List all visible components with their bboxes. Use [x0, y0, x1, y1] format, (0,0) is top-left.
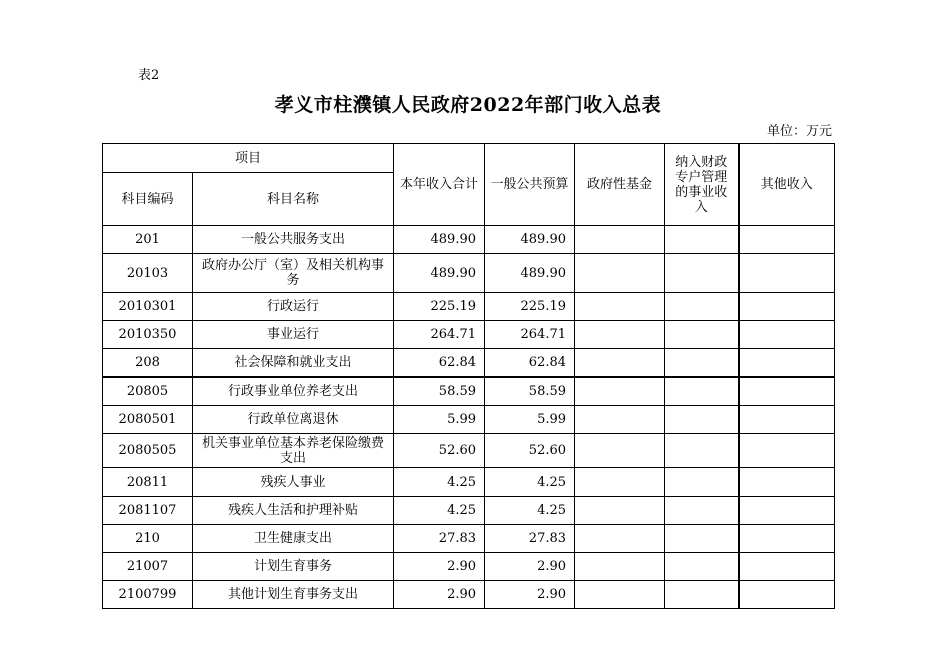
cell-special-fiscal: [665, 553, 739, 581]
table-row: [103, 349, 835, 377]
table-row: [103, 254, 835, 293]
cell-special-fiscal: [665, 497, 739, 525]
cell-name: 社会保障和就业支出: [193, 349, 394, 377]
cell-code: 2010301: [103, 293, 193, 321]
cell-gov-fund: [575, 349, 665, 377]
cell-other: [739, 293, 835, 321]
cell-other: [739, 377, 835, 406]
cell-gov-fund: [575, 497, 665, 525]
cell-gov-fund: [575, 468, 665, 497]
cell-gov-fund: [575, 553, 665, 581]
cell-total: 52.60: [394, 434, 485, 468]
cell-name: 事业运行: [193, 321, 394, 349]
cell-total: 489.90: [394, 226, 485, 254]
cell-code: 20103: [103, 254, 193, 293]
header-total: 本年收入合计: [394, 144, 485, 226]
cell-code: 2081107: [103, 497, 193, 525]
table-row: [103, 293, 835, 321]
table-row: [103, 525, 835, 553]
cell-general-budget: 4.25: [485, 497, 575, 525]
cell-name: 行政事业单位养老支出: [193, 377, 394, 406]
cell-code: 2080501: [103, 406, 193, 434]
cell-total: 5.99: [394, 406, 485, 434]
document-title: 孝义市柱濮镇人民政府2022年部门收入总表: [274, 94, 662, 116]
cell-special-fiscal: [665, 254, 739, 293]
cell-gov-fund: [575, 377, 665, 406]
table-row: [103, 497, 835, 525]
cell-gov-fund: [575, 226, 665, 254]
cell-gov-fund: [575, 293, 665, 321]
table-row: [103, 406, 835, 434]
cell-other: [739, 349, 835, 377]
cell-total: 4.25: [394, 497, 485, 525]
cell-special-fiscal: [665, 349, 739, 377]
cell-general-budget: 2.90: [485, 553, 575, 581]
cell-other: [739, 581, 835, 609]
cell-code: 2080505: [103, 434, 193, 468]
header-project: 项目: [103, 144, 394, 173]
cell-total: 489.90: [394, 254, 485, 293]
cell-other: [739, 525, 835, 553]
cell-other: [739, 468, 835, 497]
cell-other: [739, 434, 835, 468]
cell-special-fiscal: [665, 581, 739, 609]
cell-general-budget: 2.90: [485, 581, 575, 609]
header-name: 科目名称: [193, 173, 394, 226]
cell-name: 行政单位离退休: [193, 406, 394, 434]
table-row: [103, 468, 835, 497]
table-row: [103, 581, 835, 609]
cell-special-fiscal: [665, 377, 739, 406]
cell-total: 4.25: [394, 468, 485, 497]
cell-general-budget: 264.71: [485, 321, 575, 349]
cell-gov-fund: [575, 254, 665, 293]
header-special-fiscal: 纳入财政专户管理的事业收入: [665, 144, 739, 226]
table-row: [103, 226, 835, 254]
cell-general-budget: 58.59: [485, 377, 575, 406]
cell-special-fiscal: [665, 293, 739, 321]
cell-other: [739, 406, 835, 434]
table-row: [103, 321, 835, 349]
cell-special-fiscal: [665, 468, 739, 497]
cell-name: 计划生育事务: [193, 553, 394, 581]
cell-general-budget: 4.25: [485, 468, 575, 497]
header-other: 其他收入: [739, 144, 835, 226]
cell-name: 残疾人生活和护理补贴: [193, 497, 394, 525]
cell-general-budget: 27.83: [485, 525, 575, 553]
cell-total: 2.90: [394, 581, 485, 609]
cell-general-budget: 489.90: [485, 254, 575, 293]
header-code: 科目编码: [103, 173, 193, 226]
cell-general-budget: 5.99: [485, 406, 575, 434]
cell-name: 卫生健康支出: [193, 525, 394, 553]
cell-code: 21007: [103, 553, 193, 581]
cell-name: 其他计划生育事务支出: [193, 581, 394, 609]
cell-other: [739, 321, 835, 349]
cell-code: 2100799: [103, 581, 193, 609]
cell-general-budget: 52.60: [485, 434, 575, 468]
cell-total: 264.71: [394, 321, 485, 349]
cell-name: 残疾人事业: [193, 468, 394, 497]
cell-code: 201: [103, 226, 193, 254]
cell-other: [739, 254, 835, 293]
cell-total: 62.84: [394, 349, 485, 377]
cell-code: 208: [103, 349, 193, 377]
cell-total: 2.90: [394, 553, 485, 581]
cell-other: [739, 553, 835, 581]
cell-gov-fund: [575, 434, 665, 468]
table-row: [103, 553, 835, 581]
cell-general-budget: 489.90: [485, 226, 575, 254]
cell-gov-fund: [575, 581, 665, 609]
cell-name: 政府办公厅（室）及相关机构事务: [193, 254, 394, 293]
cell-general-budget: 62.84: [485, 349, 575, 377]
cell-special-fiscal: [665, 406, 739, 434]
cell-name: 一般公共服务支出: [193, 226, 394, 254]
income-summary-table: [102, 143, 835, 609]
cell-special-fiscal: [665, 321, 739, 349]
unit-label: 单位：万元: [766, 124, 832, 139]
cell-general-budget: 225.19: [485, 293, 575, 321]
cell-special-fiscal: [665, 226, 739, 254]
cell-code: 20805: [103, 377, 193, 406]
cell-gov-fund: [575, 525, 665, 553]
cell-code: 20811: [103, 468, 193, 497]
cell-gov-fund: [575, 321, 665, 349]
cell-code: 2010350: [103, 321, 193, 349]
header-general-budget: 一般公共预算: [485, 144, 575, 226]
cell-name: 行政运行: [193, 293, 394, 321]
table-label: 表2: [138, 68, 160, 83]
cell-special-fiscal: [665, 434, 739, 468]
table-row: [103, 377, 835, 406]
cell-total: 58.59: [394, 377, 485, 406]
cell-special-fiscal: [665, 525, 739, 553]
cell-other: [739, 497, 835, 525]
cell-other: [739, 226, 835, 254]
cell-gov-fund: [575, 406, 665, 434]
table-row: [103, 434, 835, 468]
cell-name: 机关事业单位基本养老保险缴费支出: [193, 434, 394, 468]
cell-total: 27.83: [394, 525, 485, 553]
cell-code: 210: [103, 525, 193, 553]
cell-total: 225.19: [394, 293, 485, 321]
header-gov-fund: 政府性基金: [575, 144, 665, 226]
